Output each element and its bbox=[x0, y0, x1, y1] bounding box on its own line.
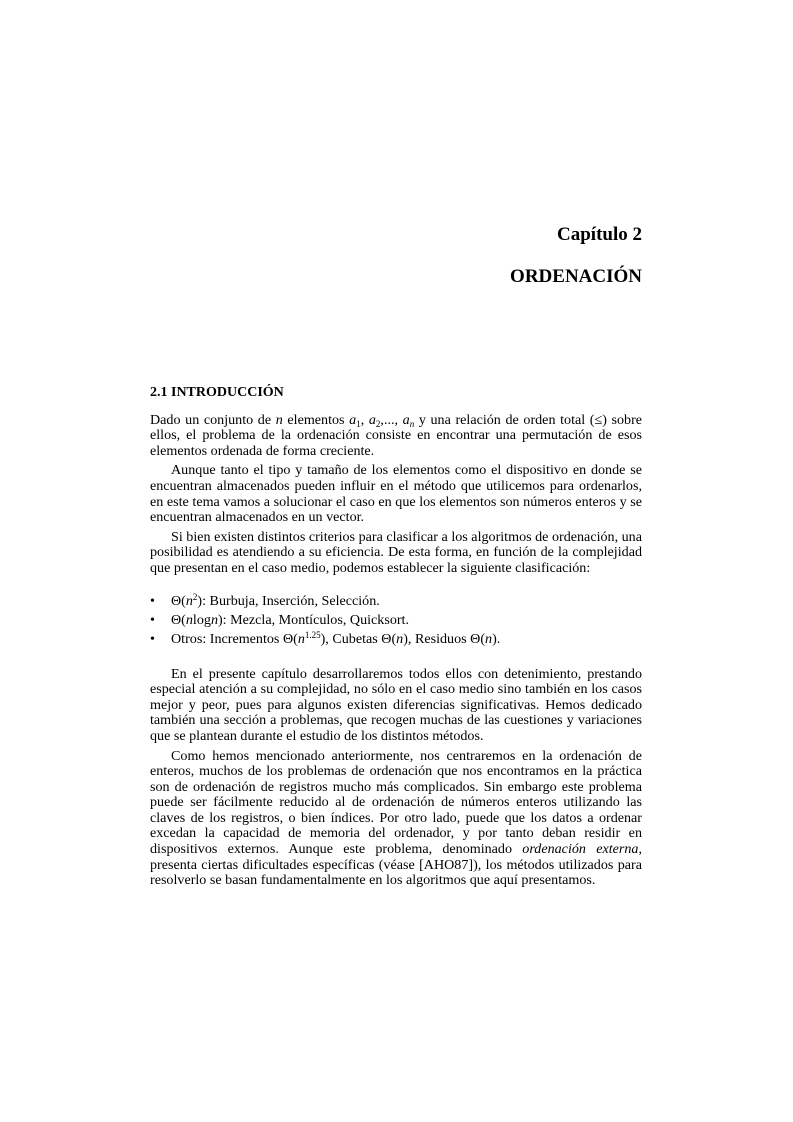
math-var: a bbox=[368, 411, 376, 428]
text-run: ): Mezcla, Montículos, Quicksort. bbox=[217, 611, 409, 628]
text-run: Dado un conjunto de bbox=[150, 411, 276, 428]
paragraph-classification: Si bien existen distintos criterios para clasificar a los algoritmos de ordenación, una posibilidad es atendiendo a su eficiencia. De esta forma, en función de la complejidad que presentan en el caso medio, podemos establecer la siguiente clasificación: bbox=[150, 528, 642, 576]
text-run: Θ( bbox=[171, 611, 186, 628]
complexity-list bbox=[150, 593, 642, 647]
paragraph-intro bbox=[150, 413, 642, 460]
text-run: ,..., bbox=[380, 411, 403, 428]
math-superscript: 1.25 bbox=[304, 629, 321, 640]
page-body bbox=[150, 385, 642, 893]
chapter-title: ORDENACIÓN bbox=[510, 266, 642, 287]
bullet-icon: • bbox=[150, 630, 155, 647]
text-run: , bbox=[360, 411, 369, 428]
text-run: elementos bbox=[282, 411, 350, 428]
paragraph-element-types: Aunque tanto el tipo y tamaño de los elementos como el dispositivo en donde se encuentran almacenados pueden influir en el método que utilicemos para ordenarlos, en este tema vamos a solucionar el caso en que los elementos son números enteros y se encuentran almacenados en un vector. bbox=[150, 462, 642, 526]
emphasis-term: ordenación externa bbox=[522, 841, 639, 858]
text-run: , presenta ciertas dificultades específicas (véase [AHO87]), los métodos utilizados para resolverlo se basan fundamentalmente en los algoritmos que aquí presentamos. bbox=[150, 841, 642, 889]
text-run: ). bbox=[492, 630, 501, 647]
list-item bbox=[150, 631, 642, 647]
chapter-number: Capítulo 2 bbox=[557, 224, 642, 245]
math-var: a bbox=[349, 411, 357, 428]
math-var: n bbox=[185, 592, 193, 609]
math-var: n bbox=[275, 411, 283, 428]
list-item bbox=[150, 593, 642, 609]
math-var: n bbox=[396, 630, 404, 647]
math-subscript: 2 bbox=[375, 418, 381, 429]
paragraph-external-sorting bbox=[150, 749, 642, 889]
text-run: ), Cubetas Θ( bbox=[320, 630, 397, 647]
math-var: n bbox=[210, 611, 218, 628]
math-var: n bbox=[297, 630, 305, 647]
math-superscript: 2 bbox=[192, 591, 198, 602]
bullet-icon: • bbox=[150, 611, 155, 628]
section-heading: 2.1 INTRODUCCIÓN bbox=[150, 385, 284, 400]
math-subscript: n bbox=[409, 418, 415, 429]
text-run: Otros: Incrementos Θ( bbox=[171, 630, 298, 647]
text-run: ), Residuos Θ( bbox=[403, 630, 486, 647]
text-run: y una relación de orden total (≤) sobre ellos, el problema de la ordenación consiste en encontrar una permutación de esos elementos ordenada de forma creciente. bbox=[150, 411, 643, 459]
math-var: a bbox=[402, 411, 410, 428]
paragraph-chapter-overview: En el presente capítulo desarrollaremos todos ellos con detenimiento, prestando especial atención a su complejidad, no sólo en el caso medio sino también en los casos mejor y peor, pues para algunos existen diferencias significativas. Hemos dedicado también una sección a problemas, que recogen muchas de las cuestiones y variaciones que se plantean durante el estudio de los distintos métodos. bbox=[150, 665, 642, 744]
text-run: Como hemos mencionado anteriormente, nos centraremos en la ordenación de enteros, muchos de los problemas de ordenación que nos encontramos en la práctica son de ordenación de registros mucho más complicados. Sin embargo este problema puede ser fácilmente reducido al de ordenación de números enteros utilizando las claves de los registros, o bien índices. Por otro lado, puede que los datos a ordenar excedan la capacidad de memoria del ordenador, y por tanto deban residir en dispositivos externos. Aunque este problema, denominado bbox=[150, 747, 642, 858]
bullet-icon: • bbox=[150, 592, 155, 609]
math-var: n bbox=[485, 630, 493, 647]
text-run: ): Burbuja, Inserción, Selección. bbox=[197, 592, 380, 609]
list-item bbox=[150, 612, 642, 628]
math-var: n bbox=[185, 611, 193, 628]
text-run: Θ( bbox=[171, 592, 186, 609]
text-run: log bbox=[192, 611, 211, 628]
math-subscript: 1 bbox=[356, 418, 361, 429]
spacer bbox=[150, 650, 642, 667]
